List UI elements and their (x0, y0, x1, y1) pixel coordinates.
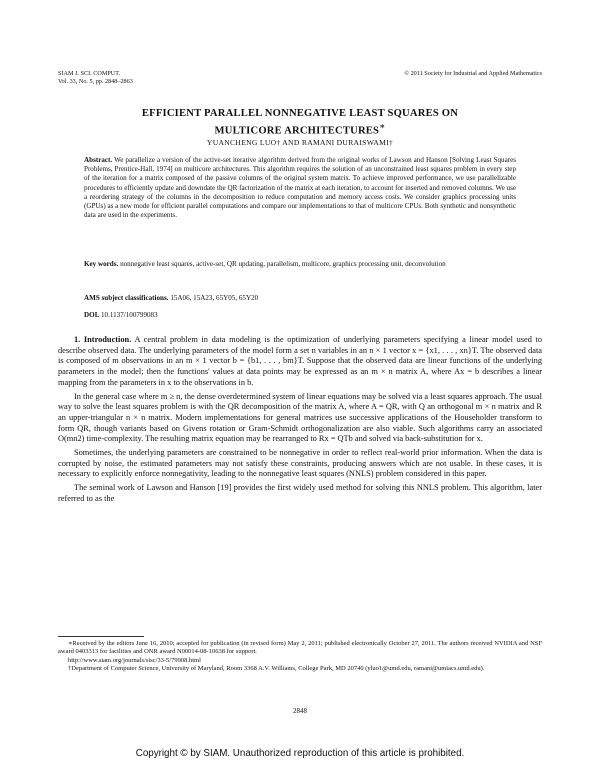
ams-classifications (84, 294, 258, 302)
paragraph-4: The seminal work of Lawson and Hanson [19] provides the first widely used method for solving this NNLS problem. This algorithm, later referred to as the (58, 483, 542, 503)
title-footnote-mark: ∗ (379, 121, 386, 131)
doi-label: DOI. (84, 311, 100, 319)
doi-text: 10.1137/100799083 (100, 311, 158, 319)
copyright-notice: Copyright © by SIAM. Unauthorized reproduction of this article is prohibited. (135, 748, 465, 759)
paragraph-1-text: A central problem in data modeling is the optimization of underlying parameters specifying a linear model used to describe observed data. The underlying parameters of the model form a set n variables in an n × 1 vector x = {x1, . . . , xn}T. The observed data is composed of m observations in an m × 1 vector b = {b1, . . . , bm}T. Suppose that the observed data are linear functions of the underlying parameters in the model; then the functions' values at data points may be expressed as an m × n matrix A, where Ax = b describes a linear mapping from the parameters in x to the observations in b. (58, 335, 542, 387)
page-number: 2848 (293, 707, 307, 715)
keywords-text: nonnegative least squares, active-set, QR updating, parallelism, multicore, graphics processing unit, deconvolution (120, 260, 446, 268)
section-number: 1. (74, 335, 81, 344)
journal-header (58, 70, 133, 86)
paragraph-1 (58, 335, 542, 389)
section-title: Introduction. (83, 335, 132, 344)
abstract-text: We parallelize a version of the active-set iterative algorithm derived from the original works of Lawson and Hanson [Solving Least Squares Problems, Prentice-Hall, 1974] on multicore architectures. This algorithm requires the solution of an unconstrained least squares problem in every step of the iteration for a matrix composed of the passive columns of the original system matrix. To achieve improved performance, we use parallelizable procedures to efficiently update and downdate the QR factorization of the matrix at each iteration, to account for inserted and removed columns. We use a reordering strategy of the columns in the decomposition to reduce computation and memory access costs. We consider graphics processing units (GPUs) as a new mode for efficient parallel computations and compare our implementations to that of multicore CPUs. Both synthetic and nonsynthetic data are used in the experiments. (84, 156, 516, 220)
doi (84, 311, 158, 319)
footnote-1: ∗Received by the editors June 16, 2010; accepted for publication (in revised form) May 2, 2011; published electronically October 27, 2011. The authors received NVIDIA and NSF award 0403313 for facilities and ONR award N00014-08-10638 for support. (58, 640, 542, 656)
title-line-1: EFFICIENT PARALLEL NONNEGATIVE LEAST SQUARES ON (141, 108, 459, 119)
body-text (58, 335, 542, 505)
title-line-2-text: MULTICORE ARCHITECTURES (214, 125, 380, 137)
journal-volume: Vol. 33, No. 5, pp. 2848–2863 (58, 78, 133, 85)
footnote-1-url[interactable]: http://www.siam.org/journals/sisc/33-5/79908.html (68, 656, 201, 664)
authors: YUANCHENG LUO† AND RAMANI DURAISWAMI† (206, 138, 394, 147)
abstract (84, 156, 516, 220)
paragraph-3: Sometimes, the underlying parameters are constrained to be nonnegative in order to reflect real-world prior information. When the data is corrupted by noise, the estimated parameters may not satisfy these constraints, producing answers which are not usable. In these cases, it is necessary to explicitly enforce nonnegativity, leading to the nonnegative least squares (NNLS) problem considered in this paper. (58, 448, 542, 479)
footnote-2: †Department of Computer Science, University of Maryland, Room 3368 A.V. Williams, College Park, MD 20740 (yluo1@umd.edu, ramani@umiacs.umd.edu). (68, 664, 485, 672)
society-header: © 2011 Society for Industrial and Applied Mathematics (404, 70, 542, 77)
journal-name: SIAM J. SCI. COMPUT. (58, 70, 121, 77)
ams-text: 15A06, 15A23, 65Y05, 65Y20 (170, 294, 259, 302)
title-line-2 (0, 120, 600, 138)
keywords (84, 260, 516, 269)
abstract-label: Abstract. (84, 156, 113, 164)
footnotes (58, 640, 542, 673)
footnote-rule (58, 636, 144, 637)
ams-label: AMS subject classifications. (84, 294, 169, 302)
paper-title (0, 108, 600, 138)
keywords-label: Key words. (84, 260, 119, 268)
paragraph-2: In the general case where m ≥ n, the dense overdetermined system of linear equations may be solved via a least squares approach. The usual way to solve the least squares problem is with the QR decomposition of the matrix A, where A = QR, with Q an orthogonal m × n matrix and R an upper-triangular n × n matrix. Modern implementations for general matrices use successive applications of the Householder transform to form QR, though variants based on Givens rotation or Gram-Schmidt orthogonalization are also viable. Such algorithms carry an associated O(mn2) time-complexity. The resulting matrix equation may be rearranged to Rx = QTb and solved via back-substitution for x. (58, 391, 542, 444)
